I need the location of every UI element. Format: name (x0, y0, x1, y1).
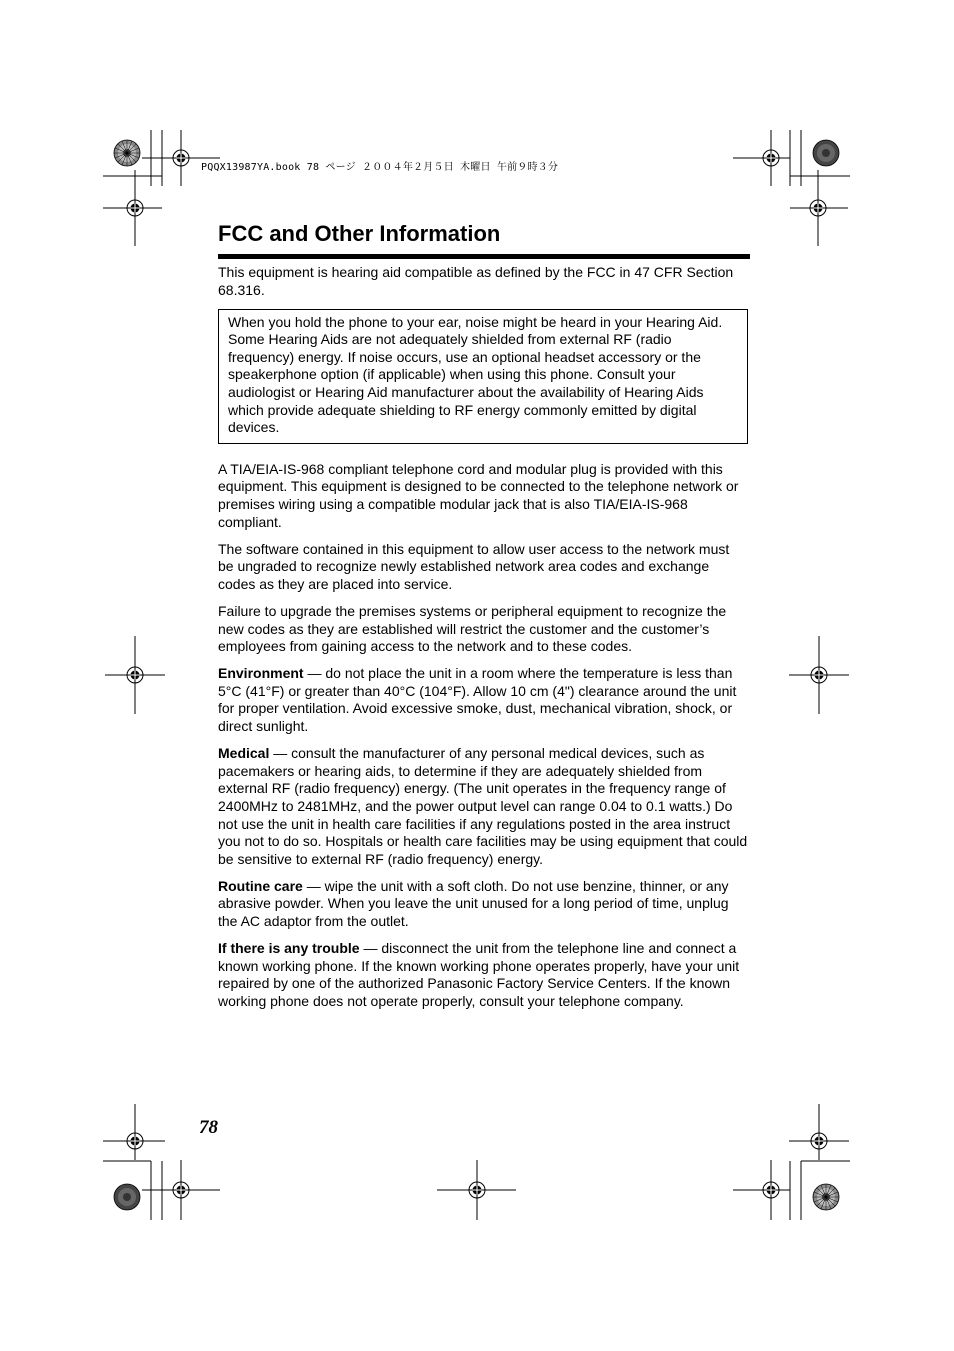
trouble-paragraph (218, 940, 748, 1010)
environment-text: — do not place the unit in a room where the temperature is less than 5°C (41°F) or greater than 40°C (104°F). Allow 10 cm (4") clearance around the unit for proper ventilation. Avoid excessive smoke, dust, mechanical vibration, shock, or direct sunlight. (218, 665, 737, 735)
page-number: 78 (199, 1117, 218, 1138)
hearing-aid-note-box: When you hold the phone to your ear, noise might be heard in your Hearing Aid. Some Hearing Aids are not adequately shielded from external RF (radio frequency) energy. If noise occurs, use an optional headset accessory or the speakerphone option (if applicable) when using this phone. Consult your audiologist or Hearing Aid manufacturer about the availability of Hearing Aids which provide adequate shielding to RF energy commonly emitted by digital devices. (218, 309, 748, 444)
environment-label: Environment (218, 665, 304, 682)
page-title: FCC and Other Information (218, 221, 501, 246)
medical-text: — consult the manufacturer of any personal medical devices, such as pacemakers or hearing aids, to determine if they are adequately shielded from external RF (radio frequency) energy. (The unit operates in the frequency range of 2400MHz to 2481MHz, and the power output level can range 0.04 to 0.1 watts.) Do not use the unit in health care facilities if any regulations posted in the area instruct you not to do so. Hospitals or health care facilities may be using equipment that could be sensitive to external RF (radio frequency) energy. (218, 745, 748, 867)
title-rule (218, 254, 750, 259)
medical-paragraph (218, 745, 748, 868)
environment-paragraph (218, 665, 748, 735)
trouble-label: If there is any trouble (218, 940, 360, 957)
software-paragraph: The software contained in this equipment to allow user access to the network must be ungraded to recognize newly established network area codes and exchange codes as they are placed into service. (218, 540, 730, 592)
print-file-info: PQQX13987YA.book 78 ページ ２００４年２月５日 木曜日 午前９時３分 (201, 162, 559, 173)
routine-care-text: — wipe the unit with a soft cloth. Do not use benzine, thinner, or any abrasive powder. When you leave the unit unused for a long period of time, unplug the AC adaptor from the outlet. (218, 877, 729, 929)
medical-label: Medical (218, 745, 270, 762)
routine-care-label: Routine care (218, 877, 303, 894)
page-content (218, 264, 748, 1020)
failure-paragraph: Failure to upgrade the premises systems or peripheral equipment to recognize the new codes as they are established will restrict the customer and the customer’s employees from gaining access to the network and to these codes. (218, 603, 727, 655)
trouble-text: — disconnect the unit from the telephone line and connect a known working phone. If the known working phone operates properly, have your unit repaired by one of the authorized Panasonic Factory Service Centers. If the known working phone does not operate properly, consult your telephone company. (218, 940, 740, 1009)
tia-paragraph: A TIA/EIA-IS-968 compliant telephone cord and modular plug is provided with this equipment. This equipment is designed to be connected to the telephone network or premises wiring using a compatible modular jack that is also TIA/EIA-IS-968 compliant. (218, 460, 739, 530)
intro-paragraph: This equipment is hearing aid compatible as defined by the FCC in 47 CFR Section 68.316. (218, 264, 734, 298)
routine-care-paragraph (218, 878, 748, 931)
